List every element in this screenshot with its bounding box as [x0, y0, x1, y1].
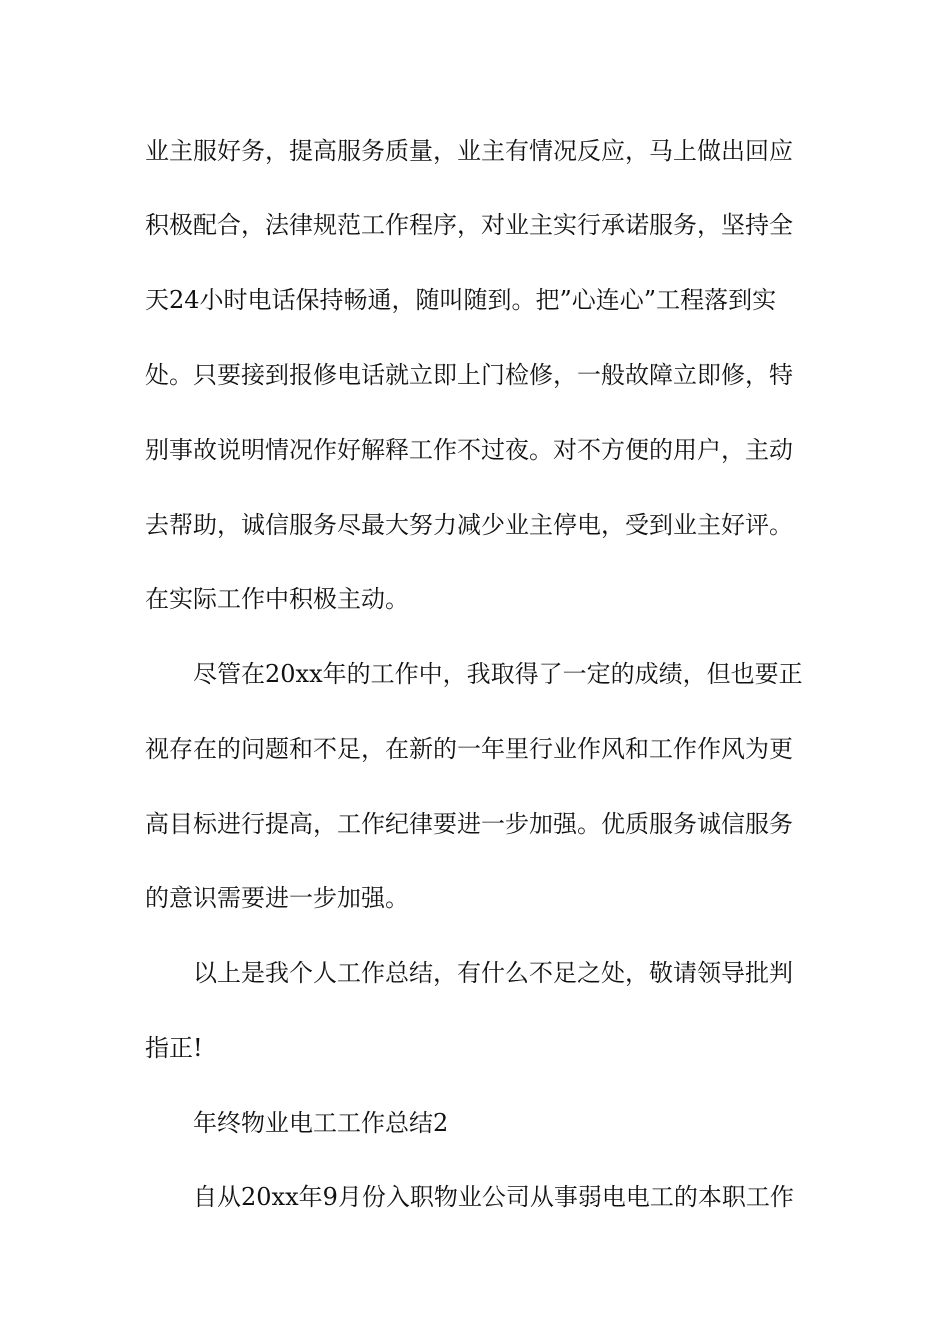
section-heading: 年终物业电工工作总结2 — [193, 1109, 449, 1137]
paragraph-line: 天24小时电话保持畅通，随叫随到。把”心连心”工程落到实 — [145, 286, 777, 314]
paragraph-line: 业主服好务，提高服务质量，业主有情况反应，马上做出回应 — [145, 137, 793, 165]
paragraph-line: 自从20xx年9月份入职物业公司从事弱电电工的本职工作 — [193, 1183, 794, 1211]
paragraph-line: 高目标进行提高，工作纪律要进一步加强。优质服务诚信服务 — [145, 810, 793, 838]
paragraph-line: 以上是我个人工作总结，有什么不足之处，敬请领导批判 — [193, 959, 793, 987]
paragraph-line: 别事故说明情况作好解释工作不过夜。对不方便的用户，主动 — [145, 436, 793, 464]
paragraph-line: 去帮助，诚信服务尽最大努力减少业主停电，受到业主好评。 — [145, 511, 793, 539]
paragraph-line: 处。只要接到报修电话就立即上门检修，一般故障立即修，特 — [145, 361, 793, 389]
paragraph-line: 指正! — [145, 1034, 203, 1062]
paragraph-line: 积极配合，法律规范工作程序，对业主实行承诺服务，坚持全 — [145, 211, 793, 239]
paragraph-line: 视存在的问题和不足，在新的一年里行业作风和工作作风为更 — [145, 735, 793, 763]
paragraph-line: 在实际工作中积极主动。 — [145, 585, 409, 613]
paragraph-line: 尽管在20xx年的工作中，我取得了一定的成绩，但也要正 — [193, 660, 803, 688]
paragraph-line: 的意识需要进一步加强。 — [145, 884, 409, 912]
